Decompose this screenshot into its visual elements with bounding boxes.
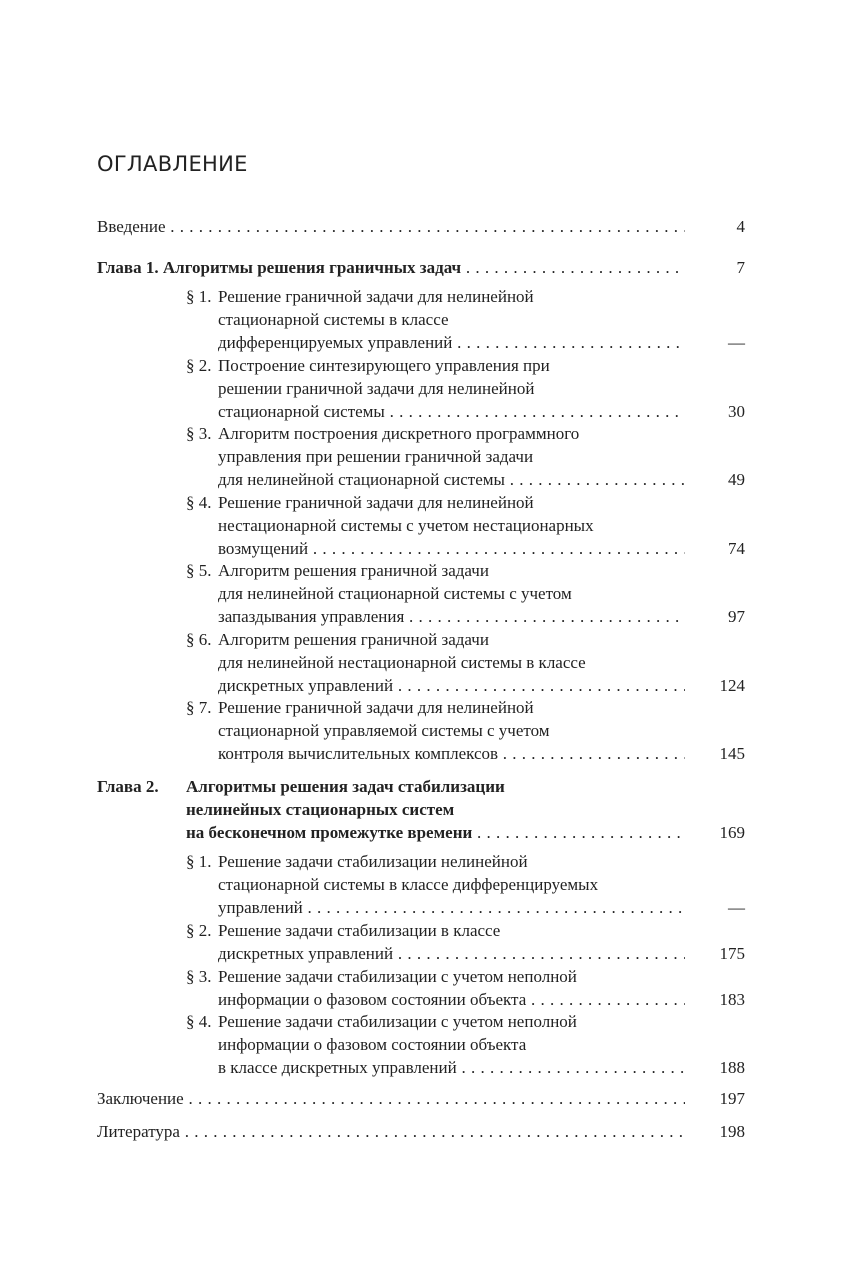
toc-section-line: стационарной управляемой системы с учетом bbox=[218, 721, 550, 740]
toc-section-number: § 4. bbox=[186, 1012, 212, 1031]
toc-chapter-title-text: Алгоритмы решения граничных задач bbox=[162, 258, 462, 277]
toc-section-line: Решение граничной задачи для нелинейной bbox=[218, 287, 534, 306]
toc-chapter-line: на бесконечном промежутке времени . . . bbox=[186, 821, 685, 844]
toc-section-line: Решение задачи стабилизации нелинейной bbox=[218, 852, 528, 871]
toc-page-number: 145 bbox=[719, 744, 745, 763]
toc-section-line: информации о фазовом состоянии объекта . . . bbox=[218, 988, 685, 1011]
toc-section-number: § 5. bbox=[186, 561, 212, 580]
toc-section-line: Алгоритм построения дискретного программного bbox=[218, 424, 580, 443]
toc-section-line: Решение граничной задачи для нелинейной bbox=[218, 493, 534, 512]
toc-section-2-1[interactable] bbox=[186, 850, 745, 919]
toc-entry-title: Введение . . . bbox=[97, 215, 685, 238]
toc-section-line: стационарной системы в классе дифференцируемых bbox=[218, 875, 599, 894]
toc-chapter-2[interactable] bbox=[97, 775, 745, 844]
toc-page-number: 49 bbox=[728, 470, 745, 489]
toc-section-number: § 2. bbox=[186, 921, 212, 940]
toc-section-line: Решение граничной задачи для нелинейной bbox=[218, 698, 534, 717]
toc-section-number: § 7. bbox=[186, 698, 212, 717]
toc-page-number: 197 bbox=[719, 1089, 745, 1108]
toc-section-2-3[interactable] bbox=[186, 965, 745, 1011]
toc-page-number: 188 bbox=[719, 1058, 745, 1077]
toc-section-number: § 3. bbox=[186, 967, 212, 986]
toc-section-1-7[interactable] bbox=[186, 696, 745, 765]
toc-section-number: § 2. bbox=[186, 356, 212, 375]
toc-page-number: 198 bbox=[719, 1122, 745, 1141]
toc-chapter-line: Алгоритмы решения задач стабилизации bbox=[186, 777, 505, 796]
toc-section-1-3[interactable] bbox=[186, 422, 745, 491]
toc-section-1-6[interactable] bbox=[186, 628, 745, 697]
toc-section-line: для нелинейной нестационарной системы в классе bbox=[218, 653, 586, 672]
toc-section-line: Алгоритм решения граничной задачи bbox=[218, 561, 489, 580]
toc-section-line: управления при решении граничной задачи bbox=[218, 447, 534, 466]
toc-section-line: нестационарной системы с учетом нестационарных bbox=[218, 516, 594, 535]
toc-section-number: § 1. bbox=[186, 852, 212, 871]
toc-section-2-4[interactable] bbox=[186, 1010, 745, 1079]
toc-section-line: для нелинейной стационарной системы с учетом bbox=[218, 584, 572, 603]
page-title: ОГЛАВЛЕНИЕ bbox=[97, 152, 248, 176]
toc-page-number: 124 bbox=[719, 676, 745, 695]
toc-entry-intro[interactable] bbox=[97, 215, 745, 238]
toc-chapter-number: Глава 2. bbox=[97, 777, 159, 796]
toc-entry-title: Заключение . . . bbox=[97, 1087, 685, 1110]
toc-section-1-5[interactable] bbox=[186, 559, 745, 628]
toc-page-number: 175 bbox=[719, 944, 745, 963]
toc-page-number: — bbox=[728, 898, 745, 917]
toc-section-line: запаздывания управления . . . bbox=[218, 605, 685, 628]
toc-section-line: для нелинейной стационарной системы . . . bbox=[218, 468, 685, 491]
toc-section-1-4[interactable] bbox=[186, 491, 745, 560]
toc-page-number: 74 bbox=[728, 539, 745, 558]
toc-section-line: решении граничной задачи для нелинейной bbox=[218, 379, 535, 398]
toc-section-line: управлений . . . bbox=[218, 896, 685, 919]
toc-chapter-title bbox=[97, 256, 685, 279]
toc-section-line: стационарной системы . . . bbox=[218, 400, 685, 423]
toc-page-number: 97 bbox=[728, 607, 745, 626]
toc-chapter-1[interactable] bbox=[97, 256, 745, 279]
toc-page-number: 169 bbox=[719, 823, 745, 842]
toc-section-number: § 4. bbox=[186, 493, 212, 512]
toc-section-line: Алгоритм решения граничной задачи bbox=[218, 630, 489, 649]
toc-section-line: дискретных управлений . . . bbox=[218, 674, 685, 697]
toc-page-number: 183 bbox=[719, 990, 745, 1009]
toc-page-number: — bbox=[728, 333, 745, 352]
toc-section-line: Решение задачи стабилизации с учетом неполной bbox=[218, 967, 577, 986]
toc-section-2-2[interactable] bbox=[186, 919, 745, 965]
toc-section-line: в классе дискретных управлений . . . bbox=[218, 1056, 685, 1079]
toc-section-line: дифференцируемых управлений . . . bbox=[218, 331, 685, 354]
toc-section-line: Решение задачи стабилизации с учетом неполной bbox=[218, 1012, 577, 1031]
toc-page-number: 4 bbox=[736, 217, 745, 236]
toc-chapter-line: нелинейных стационарных систем bbox=[186, 800, 455, 819]
toc-section-1-1[interactable] bbox=[186, 285, 745, 354]
toc-page-number: 7 bbox=[736, 258, 745, 277]
toc-chapter-number: Глава 1. bbox=[97, 258, 159, 277]
toc-section-line: возмущений . . . bbox=[218, 537, 685, 560]
toc-section-line: Построение синтезирующего управления при bbox=[218, 356, 550, 375]
toc-section-number: § 6. bbox=[186, 630, 212, 649]
toc-section-line: Решение задачи стабилизации в классе bbox=[218, 921, 501, 940]
toc-page-number: 30 bbox=[728, 402, 745, 421]
toc-section-line: контроля вычислительных комплексов . . . bbox=[218, 742, 685, 765]
toc-section-line: дискретных управлений . . . bbox=[218, 942, 685, 965]
toc-entry-title: Литература . . . bbox=[97, 1120, 685, 1143]
toc-section-line: стационарной системы в классе bbox=[218, 310, 449, 329]
toc-section-1-2[interactable] bbox=[186, 354, 745, 423]
toc-section-number: § 1. bbox=[186, 287, 212, 306]
toc-entry-conclusion[interactable] bbox=[97, 1087, 745, 1110]
toc-section-line: информации о фазовом состоянии объекта bbox=[218, 1035, 527, 1054]
toc-entry-literature[interactable] bbox=[97, 1120, 745, 1143]
toc-section-number: § 3. bbox=[186, 424, 212, 443]
